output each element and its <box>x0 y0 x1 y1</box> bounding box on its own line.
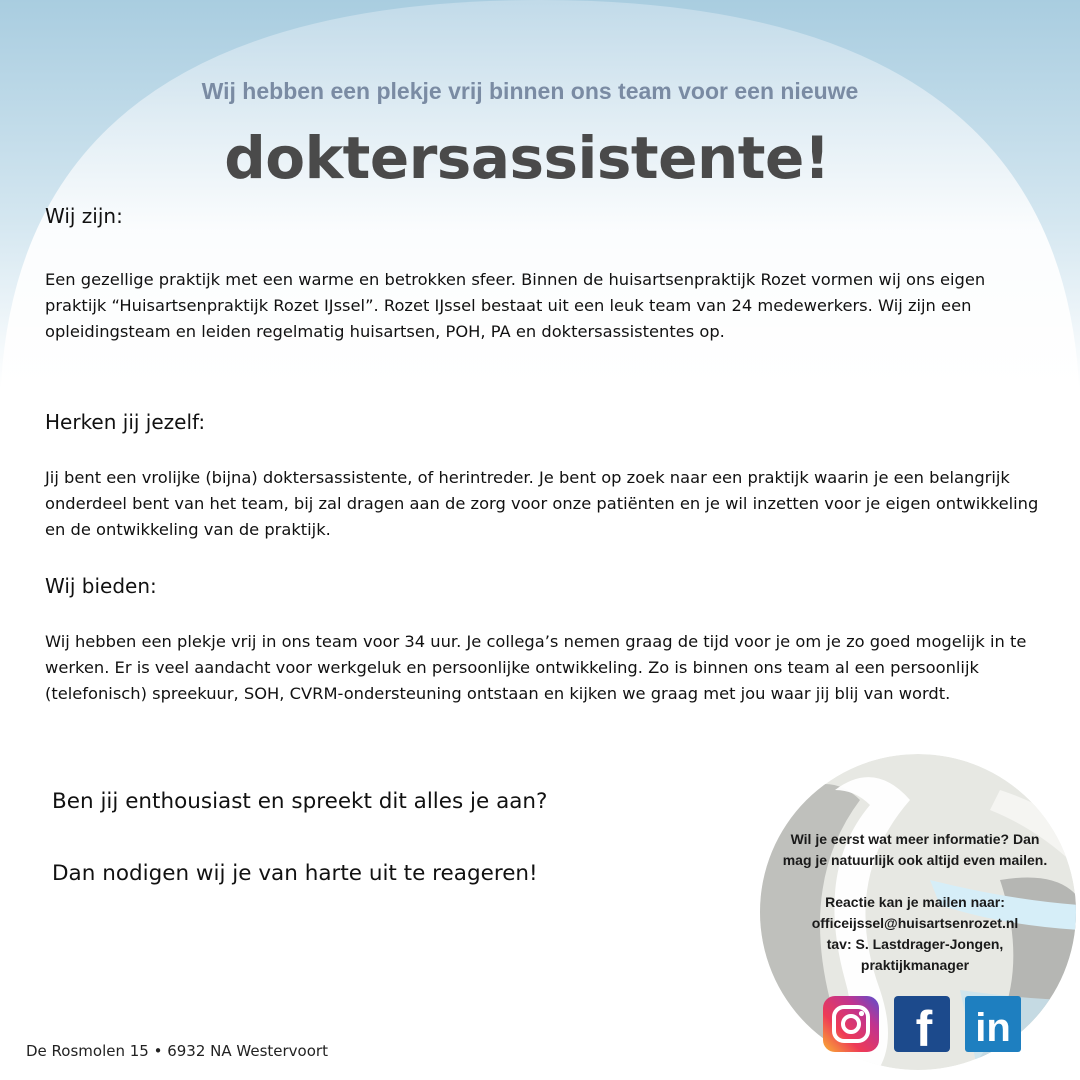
page-title: doktersassistente! <box>224 124 830 192</box>
info-line: Wil je eerst wat meer informatie? Dan <box>790 831 1040 847</box>
info-line: mag je natuurlijk ook altijd even mailen. <box>782 852 1048 868</box>
paragraph-wij-bieden: Wij hebben een plekje vrij in ons team voor 34 uur. Je collega’s nemen graag de tijd voor je om je zo goed mogelijk in te werken. Er is veel aandacht voor werkgeluk en persoonlijke ontwikkeling. Zo is binnen ons team al een persoonlijk (telefonisch) spreekuur, SOH, CVRM-ondersteuning ontstaan en kijken we graag met jou waar jij blij van wordt. <box>45 632 1027 703</box>
heading-herken-jij-jezelf: Herken jij jezelf: <box>45 410 206 434</box>
footer-address: De Rosmolen 15 • 6932 NA Westervoort <box>26 1042 328 1060</box>
mail-intro: Reactie kan je mailen naar: <box>825 894 1005 910</box>
facebook-icon-glyph: f <box>915 1001 933 1052</box>
instagram-icon[interactable] <box>823 996 879 1052</box>
contact-role: praktijkmanager <box>860 957 970 973</box>
paragraph-herken-jij-jezelf: Jij bent een vrolijke (bijna) doktersassistente, of herintreder. Je bent op zoek naar een praktijk waarin je een belangrijk onderdeel bent van het team, bij zal dragen aan de zorg voor onze patiënten en je wil inzetten voor je eigen ontwikkeling en de ontwikkeling van de praktijk. <box>45 468 1039 539</box>
cta-invite: Dan nodigen wij je van harte uit te reageren! <box>52 861 538 886</box>
contact-tav: tav: S. Lastdrager-Jongen, <box>826 936 1004 952</box>
heading-wij-zijn: Wij zijn: <box>45 204 123 228</box>
linkedin-icon[interactable] <box>965 996 1021 1052</box>
cta-question: Ben jij enthousiast en spreekt dit alles je aan? <box>52 789 548 814</box>
intro-line: Wij hebben een plekje vrij binnen ons team voor een nieuwe <box>201 78 859 104</box>
facebook-icon[interactable] <box>894 996 950 1052</box>
contact-info <box>770 829 1060 976</box>
paragraph-wij-zijn: Een gezellige praktijk met een warme en betrokken sfeer. Binnen de huisartsenpraktijk Rozet vormen wij ons eigen praktijk “Huisartsenpraktijk Rozet IJssel”. Rozet IJssel bestaat uit een leuk team van 24 medewerkers. Wij zijn een opleidingsteam en leiden regelmatig huisartsen, POH, PA en doktersassistentes op. <box>45 270 986 341</box>
linkedin-icon-glyph: in <box>975 1006 1011 1050</box>
heading-wij-bieden: Wij bieden: <box>45 574 157 598</box>
contact-email-link[interactable]: officeijssel@huisartsenrozet.nl <box>811 915 1019 931</box>
